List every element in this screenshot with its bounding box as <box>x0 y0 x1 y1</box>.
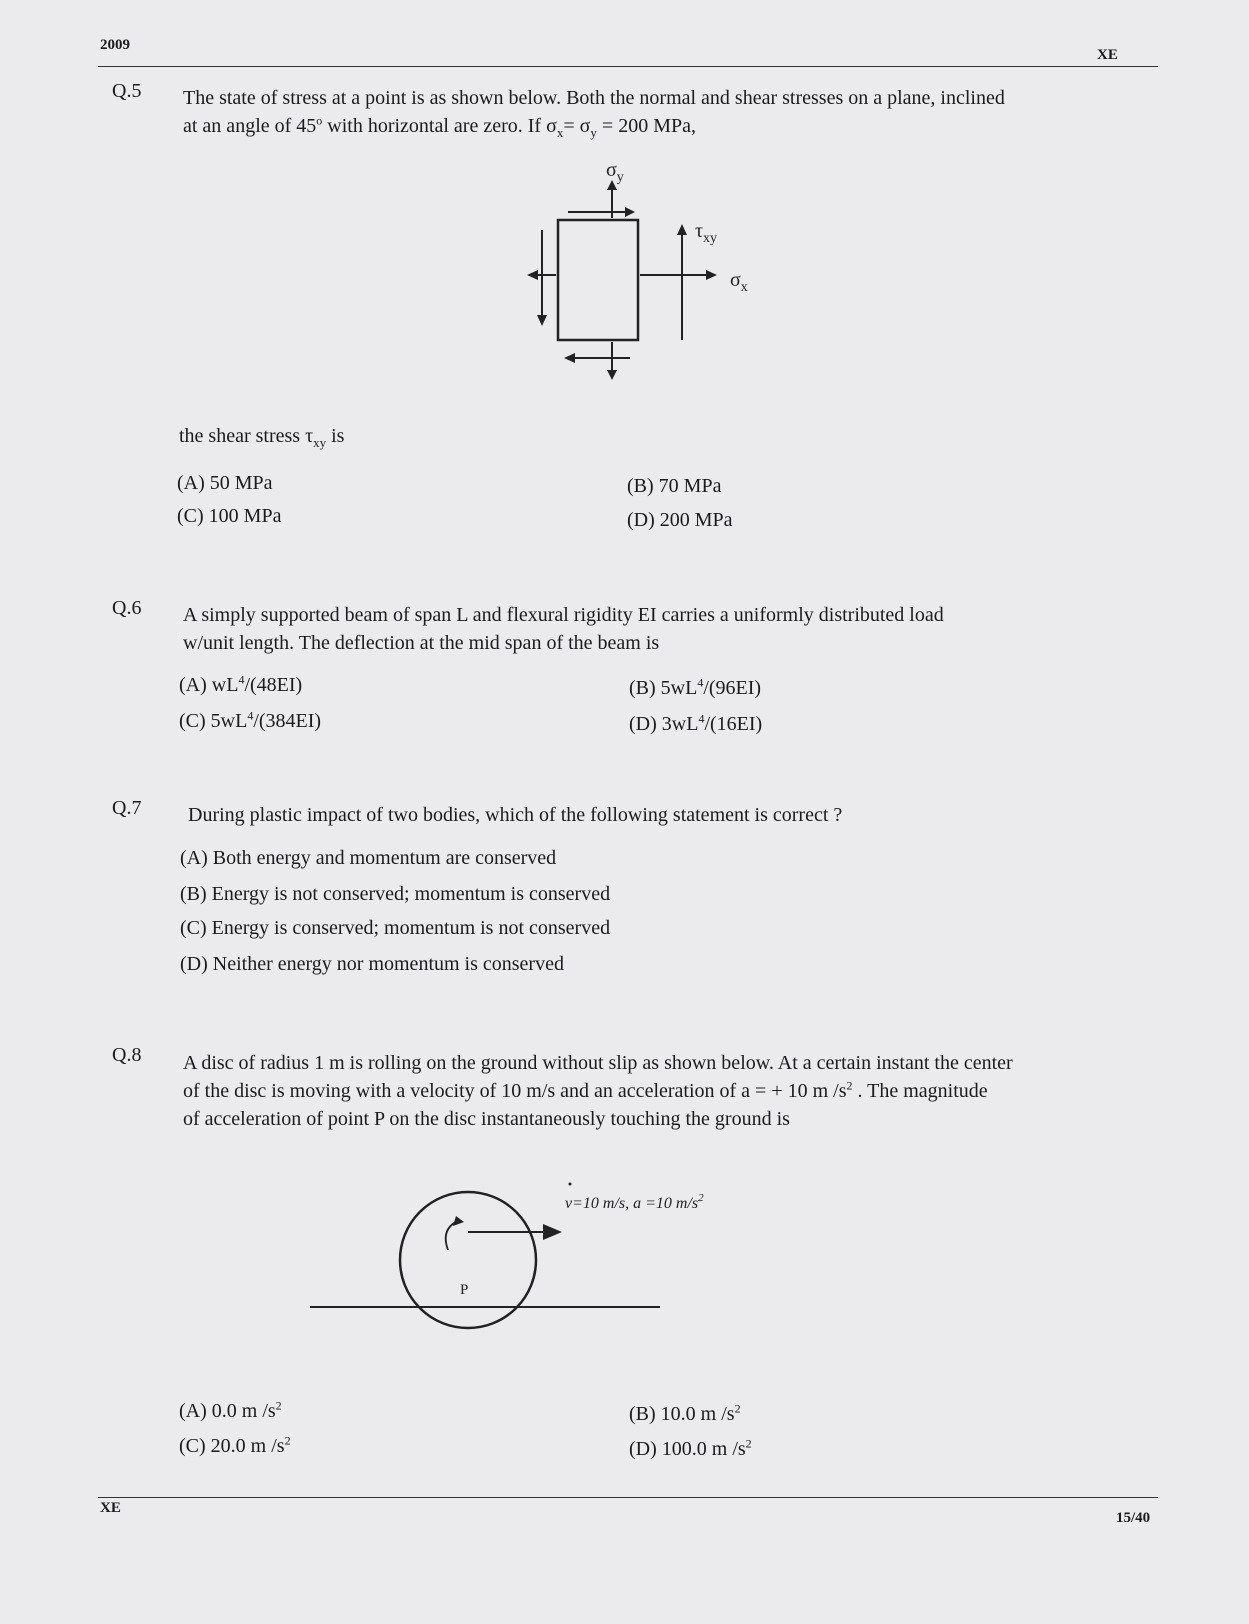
q7-text: During plastic impact of two bodies, which of the following statement is correct ? <box>188 804 843 826</box>
q7-option-c[interactable]: (C) Energy is conserved; momentum is not conserved <box>180 917 611 939</box>
velocity-label: v=10 m/s, a =10 $m/s^2$ <box>565 1192 704 1212</box>
q6-option-a[interactable]: (A) $wL^4/(48EI)$ <box>179 672 303 696</box>
header-rule <box>98 66 1158 67</box>
q5-text <box>183 84 1153 140</box>
q7-number: Q.7 <box>112 797 142 819</box>
q6-option-d[interactable]: (D) $3wL^4/(16EI)$ <box>629 711 763 735</box>
q7-option-b[interactable]: (B) Energy is not conserved; momentum is conserved <box>180 883 611 905</box>
q5-option-c[interactable]: (C) 100 MPa <box>177 505 282 527</box>
q7-option-d[interactable]: (D) Neither energy nor momentum is conserved <box>180 953 564 975</box>
q8-option-a[interactable]: (A) 0.0 m $/s^2$ <box>179 1398 282 1422</box>
q8-option-c[interactable]: (C) 20.0 m $/s^2$ <box>179 1433 291 1457</box>
q8-option-d[interactable]: (D) 100.0 m $/s^2$ <box>629 1436 752 1460</box>
q5-option-a[interactable]: (A) 50 MPa <box>177 472 273 494</box>
sigma-y-label: $\sigma_y$ <box>606 159 624 185</box>
rotation-arrow <box>446 1220 460 1250</box>
q6-line1: A simply supported beam of span L and flexural rigidity EI carries a uniformly distributed load <box>183 604 944 626</box>
q8-line3: of acceleration of point P on the disc instantaneously touching the ground is <box>183 1108 790 1130</box>
header-code: XE <box>1097 47 1118 63</box>
stress-element-square <box>558 220 638 340</box>
q6-line2: w/unit length. The deflection at the mid span of the beam is <box>183 632 660 654</box>
q5-stem: the shear stress $\tau_{xy}$ is <box>179 425 345 450</box>
q6-option-b[interactable]: (B) $5wL^4/(96EI)$ <box>629 675 762 699</box>
q6-text <box>183 601 1153 657</box>
q5-option-b[interactable]: (B) 70 MPa <box>627 475 722 497</box>
q5-number: Q.5 <box>112 80 142 102</box>
q6-option-c[interactable]: (C) $5wL^4/(384EI)$ <box>179 708 322 732</box>
q8-number: Q.8 <box>112 1044 142 1066</box>
footer-page: 15/40 <box>1116 1510 1151 1526</box>
q8-rolling-disc-figure <box>300 1180 800 1340</box>
footer-code: XE <box>100 1500 121 1516</box>
q6-number: Q.6 <box>112 597 142 619</box>
q8-line1: A disc of radius 1 m is rolling on the ground without slip as shown below. At a certain instant the center <box>183 1052 1013 1074</box>
q5-stress-element-figure <box>510 150 770 390</box>
q8-text <box>183 1049 1153 1133</box>
q8-option-b[interactable]: (B) 10.0 m $/s^2$ <box>629 1401 741 1425</box>
footer-rule <box>98 1497 1158 1498</box>
header-year: 2009 <box>100 37 130 53</box>
q7-option-a[interactable]: (A) Both energy and momentum are conserved <box>180 847 557 869</box>
q5-line2: at an angle of 45$^o$ with horizontal are zero. If $\sigma_x= \sigma_y = 200$ MPa, <box>183 113 696 140</box>
sigma-x-label: $\sigma_x$ <box>730 269 748 295</box>
q5-line1: The state of stress at a point is as shown below. Both the normal and shear stresses on a plane, inclined <box>183 87 1005 109</box>
tau-xy-label: $\tau_{xy}$ <box>695 220 718 246</box>
point-p-label: P <box>460 1282 469 1298</box>
q8-line2: of the disc is moving with a velocity of 10 m/s and an acceleration of a = + 10 m $/s^2$ . The magnitude <box>183 1078 988 1102</box>
q5-option-d[interactable]: (D) 200 MPa <box>627 509 733 531</box>
